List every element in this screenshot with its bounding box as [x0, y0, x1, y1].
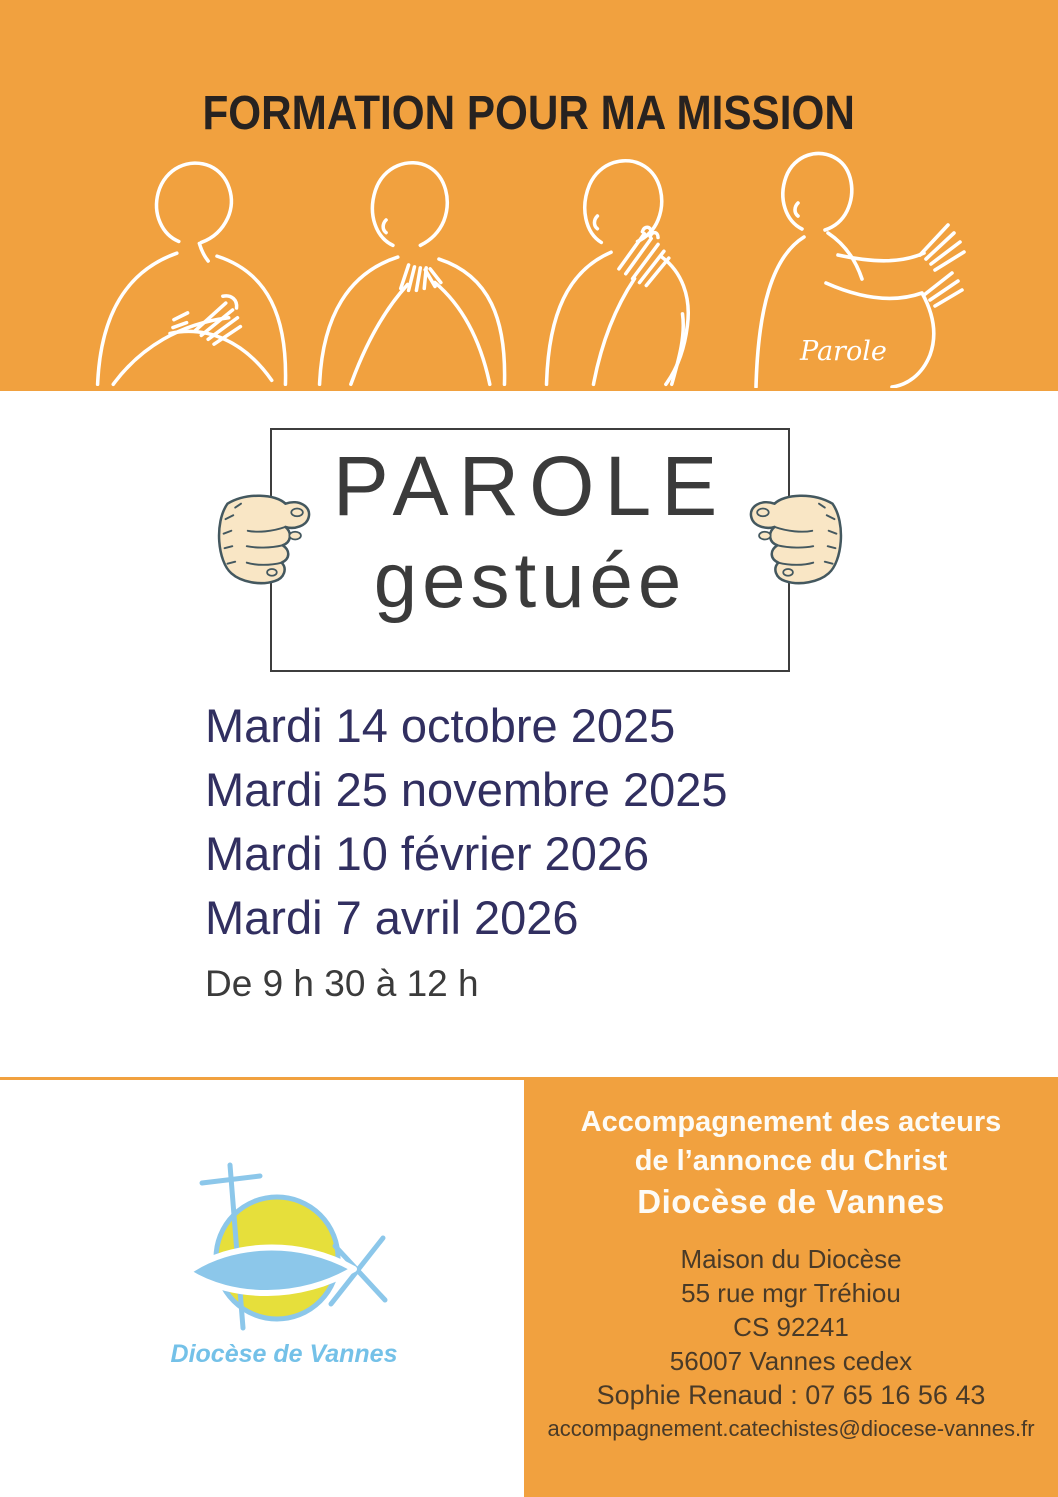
session-date: Mardi 25 novembre 2025	[205, 763, 728, 816]
top-banner	[0, 0, 1058, 391]
person-sign-hands-at-chin-icon	[300, 136, 525, 388]
address-block	[524, 1242, 1058, 1378]
contact-panel	[524, 1077, 1058, 1497]
contact-email: accompagnement.catechistes@diocese-vannes.fr	[547, 1416, 1035, 1441]
holding-hand-right-icon	[732, 489, 848, 617]
session-date: Mardi 14 octobre 2025	[205, 699, 676, 752]
session-date: Mardi 10 février 2026	[205, 827, 650, 880]
panel-heading-diocese: Diocèse de Vannes	[637, 1183, 945, 1220]
person-sign-hands-over-mouth-icon	[525, 136, 750, 388]
page-title	[0, 88, 1058, 141]
address-line: 56007 Vannes cedex	[669, 1346, 913, 1376]
orange-divider-line	[0, 1077, 534, 1080]
session-date: Mardi 7 avril 2026	[205, 891, 579, 944]
person-sign-hands-on-chest-icon	[80, 136, 305, 388]
panel-heading-line2: de l’annonce du Christ	[634, 1145, 948, 1177]
diocese-vannes-fish-cross-icon	[168, 1138, 400, 1342]
address-line: 55 rue mgr Tréhiou	[681, 1278, 901, 1308]
panel-heading-line1: Accompagnement des acteurs	[580, 1106, 1002, 1138]
parole-sign-board	[270, 428, 790, 672]
sign-title: PAROLE	[332, 439, 728, 533]
holding-hand-left-icon	[212, 489, 328, 617]
contact-phone-line: Sophie Renaud : 07 65 16 56 43	[596, 1380, 986, 1410]
session-time: De 9 h 30 à 12 h	[205, 963, 479, 1004]
address-line: CS 92241	[733, 1312, 849, 1342]
parole-script-signature: Parole	[800, 336, 887, 367]
page-title-text: FORMATION POUR MA MISSION	[202, 87, 856, 141]
diocese-logo-caption: Diocèse de Vannes	[170, 1340, 398, 1368]
sign-subtitle: gestuée	[373, 536, 687, 624]
session-dates-list	[205, 694, 728, 950]
address-line: Maison du Diocèse	[680, 1244, 902, 1274]
